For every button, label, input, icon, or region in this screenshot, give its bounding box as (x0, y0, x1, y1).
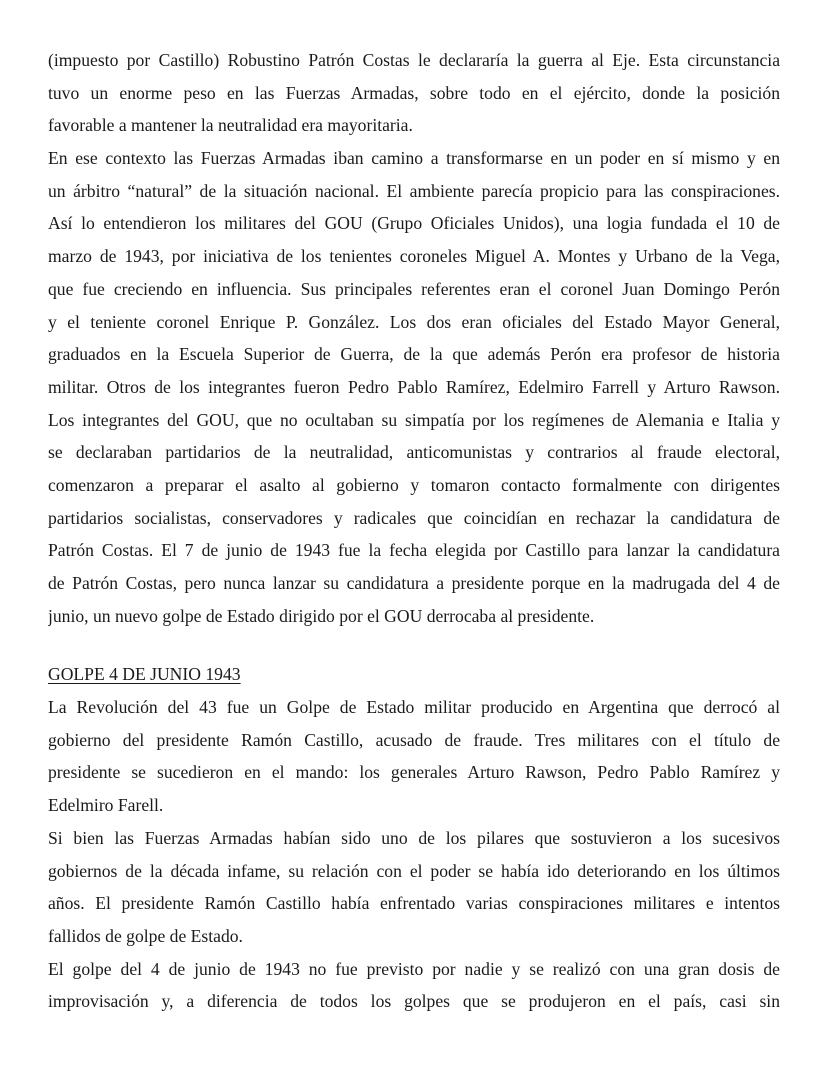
text-line: Los integrantes del GOU, que no ocultaban su simpatía por los regímenes de Alemania e Italia y (48, 409, 780, 430)
text-line: militar. Otros de los integrantes fueron Pedro Pablo Ramírez, Edelmiro Farrell y Arturo Rawson. (48, 376, 780, 397)
text-line: junio, un nuevo golpe de Estado dirigido por el GOU derrocaba al presidente. (48, 605, 595, 626)
text-line: años. El presidente Ramón Castillo había enfrentado varias conspiraciones militares e intentos (48, 893, 780, 914)
text-line: comenzaron a preparar el asalto al gobierno y tomaron contacto formalmente con dirigentes (48, 474, 780, 495)
section-spacer (48, 632, 780, 658)
text-line: improvisación y, a diferencia de todos los golpes que se produjeron en el país, casi sin (48, 991, 780, 1012)
text-line: marzo de 1943, por iniciativa de los tenientes coroneles Miguel A. Montes y Urbano de la Vega, (48, 246, 780, 267)
text-line: fallidos de golpe de Estado. (48, 925, 243, 946)
text-line: de Patrón Costas, pero nunca lanzar su candidatura a presidente porque en la madrugada del 4 de (48, 573, 780, 593)
text-line: y el teniente coronel Enrique P. González. Los dos eran oficiales del Estado Mayor General, (48, 311, 780, 332)
text-line: favorable a mantener la neutralidad era mayoritaria. (48, 115, 413, 136)
text-line: En ese contexto las Fuerzas Armadas iban camino a transformarse en un poder en sí mismo y en (48, 148, 780, 169)
section-neutrality-gou (48, 44, 780, 632)
text-line: gobierno del presidente Ramón Castillo, acusado de fraude. Tres militares con el título de (48, 729, 780, 750)
section-heading-text: GOLPE 4 DE JUNIO 1943 (48, 664, 241, 685)
text-line: graduados en la Escuela Superior de Guerra, de la que además Perón era profesor de historia (48, 344, 780, 365)
text-line: presidente se sucedieron en el mando: los generales Arturo Rawson, Pedro Pablo Ramírez y (48, 762, 780, 783)
text-line: se declaraban partidarios de la neutralidad, anticomunistas y contrarios al fraude electoral, (48, 442, 780, 463)
text-line: Edelmiro Farell. (48, 795, 164, 816)
text-line: Patrón Costas. El 7 de junio de 1943 fue la fecha elegida por Castillo para lanzar la candidatura (48, 540, 780, 561)
text-line: El golpe del 4 de junio de 1943 no fue previsto por nadie y se realizó con una gran dosis de (48, 958, 780, 979)
text-line: (impuesto por Castillo) Robustino Patrón Costas le declararía la guerra al Eje. Esta circunstancia (48, 50, 780, 70)
section-golpe-1943 (48, 658, 780, 1018)
text-line: La Revolución del 43 fue un Golpe de Estado militar producido en Argentina que derrocó al (48, 697, 780, 718)
section-heading (48, 658, 780, 691)
text-line: partidarios socialistas, conservadores y radicales que coincidían en rechazar la candidatura de (48, 507, 780, 528)
document-page (48, 44, 780, 1018)
text-line: gobiernos de la década infame, su relación con el poder se había ido deteriorando en los últimos (48, 860, 780, 881)
text-line: Si bien las Fuerzas Armadas habían sido uno de los pilares que sostuvieron a los sucesivos (48, 827, 780, 848)
text-line: que fue creciendo en influencia. Sus principales referentes eran el coronel Juan Domingo Perón (48, 278, 780, 299)
text-line: Así lo entendieron los militares del GOU (Grupo Oficiales Unidos), una logia fundada el 10 de (48, 213, 780, 234)
text-line: tuvo un enorme peso en las Fuerzas Armadas, sobre todo en el ejército, donde la posición (48, 82, 780, 103)
text-line: un árbitro “natural” de la situación nacional. El ambiente parecía propicio para las conspiraciones. (48, 180, 780, 201)
